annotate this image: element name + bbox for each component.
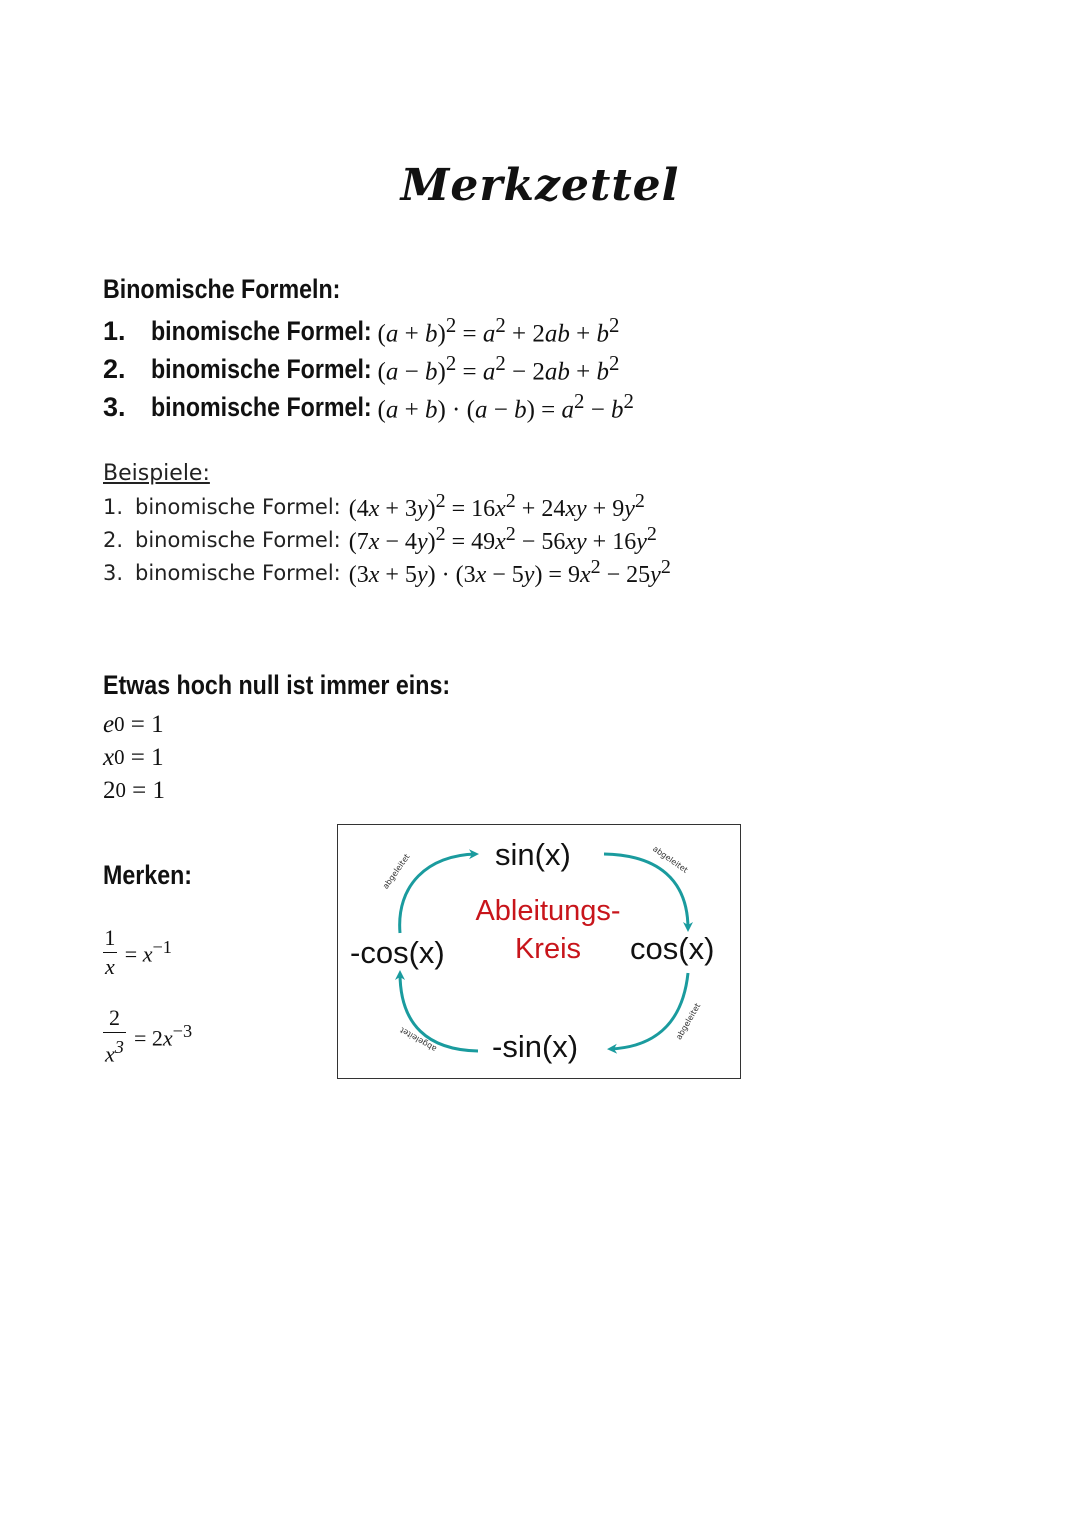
binomial-item-number: 3. (103, 391, 126, 422)
derivative-circle-diagram (337, 824, 741, 1079)
examples-heading: Beispiele: (103, 461, 210, 486)
binomial-item (103, 388, 634, 426)
page-title: Merkzettel (400, 160, 680, 211)
remember-formula-1: $\frac{1}{x}$ = $x^{-1}$ (104, 925, 172, 979)
example-formula-2: $(7x - 4y)^2 = 49x^2 - 56xy + 16y^2$ (348, 523, 657, 555)
center-title-line1: Ableitungs- (475, 895, 621, 927)
fraction: $\frac{2}{x^3}$ (105, 1005, 124, 1067)
example-item-number: 1. (103, 494, 124, 519)
zero-power-x: x 0 = 1 (103, 743, 164, 771)
example-item-label: binomische Formel: (135, 494, 341, 519)
binomial-formula-3: $(a + b) \cdot (a - b) = a^2 - b^2$ (377, 389, 634, 424)
binomial-item (103, 312, 634, 350)
binomial-heading: Binomische Formeln: (103, 274, 341, 304)
example-item-label: binomische Formel: (135, 527, 341, 552)
example-formula-1: $(4x + 3y)^2 = 16x^2 + 24xy + 9y^2$ (348, 490, 645, 522)
zero-power-list (103, 708, 165, 807)
binomial-item-number: 2. (103, 353, 126, 384)
example-item-number: 2. (103, 527, 124, 552)
node-neg-sin: -sin(x) (492, 1029, 579, 1064)
example-item (103, 556, 671, 589)
binomial-item-label: binomische Formel: (151, 391, 372, 422)
center-title-line2: Kreis (514, 933, 582, 965)
zero-power-heading: Etwas hoch null ist immer eins: (103, 670, 451, 700)
zero-power-2: 2 0 = 1 (103, 776, 166, 804)
arrow-label: abgeleitet (398, 1025, 439, 1054)
binomial-item (103, 350, 634, 388)
binomial-formula-2: $(a - b)^2 = a^2 - 2ab + b^2$ (377, 351, 620, 386)
arrow-label: abgeleitet (380, 852, 412, 891)
example-item (103, 490, 671, 523)
examples-list (103, 490, 671, 589)
example-item-label: binomische Formel: (135, 560, 341, 585)
node-neg-cos: -cos(x) (350, 935, 445, 970)
example-item-number: 3. (103, 560, 124, 585)
binomial-list (103, 312, 634, 426)
remember-heading: Merken: (103, 860, 193, 890)
binomial-item-label: binomische Formel: (151, 353, 372, 384)
fraction: $\frac{1}{x}$ (104, 925, 116, 979)
node-cos: cos(x) (630, 931, 715, 966)
binomial-item-label: binomische Formel: (151, 315, 372, 346)
node-sin: sin(x) (495, 837, 571, 872)
arrow-label: abgeleitet (651, 844, 690, 875)
zero-power-e: e 0 = 1 (103, 710, 164, 738)
binomial-formula-1: $(a + b)^2 = a^2 + 2ab + b^2$ (377, 313, 620, 348)
binomial-item-number: 1. (103, 315, 126, 346)
example-item (103, 523, 671, 556)
remember-formula-2: $\frac{2}{x^3}$ = $2x^{-3}$ (105, 1005, 193, 1067)
arrow-label: abgeleitet (674, 1001, 703, 1042)
example-formula-3: $(3x + 5y) \cdot (3x - 5y) = 9x^2 - 25y^2$ (348, 556, 671, 588)
